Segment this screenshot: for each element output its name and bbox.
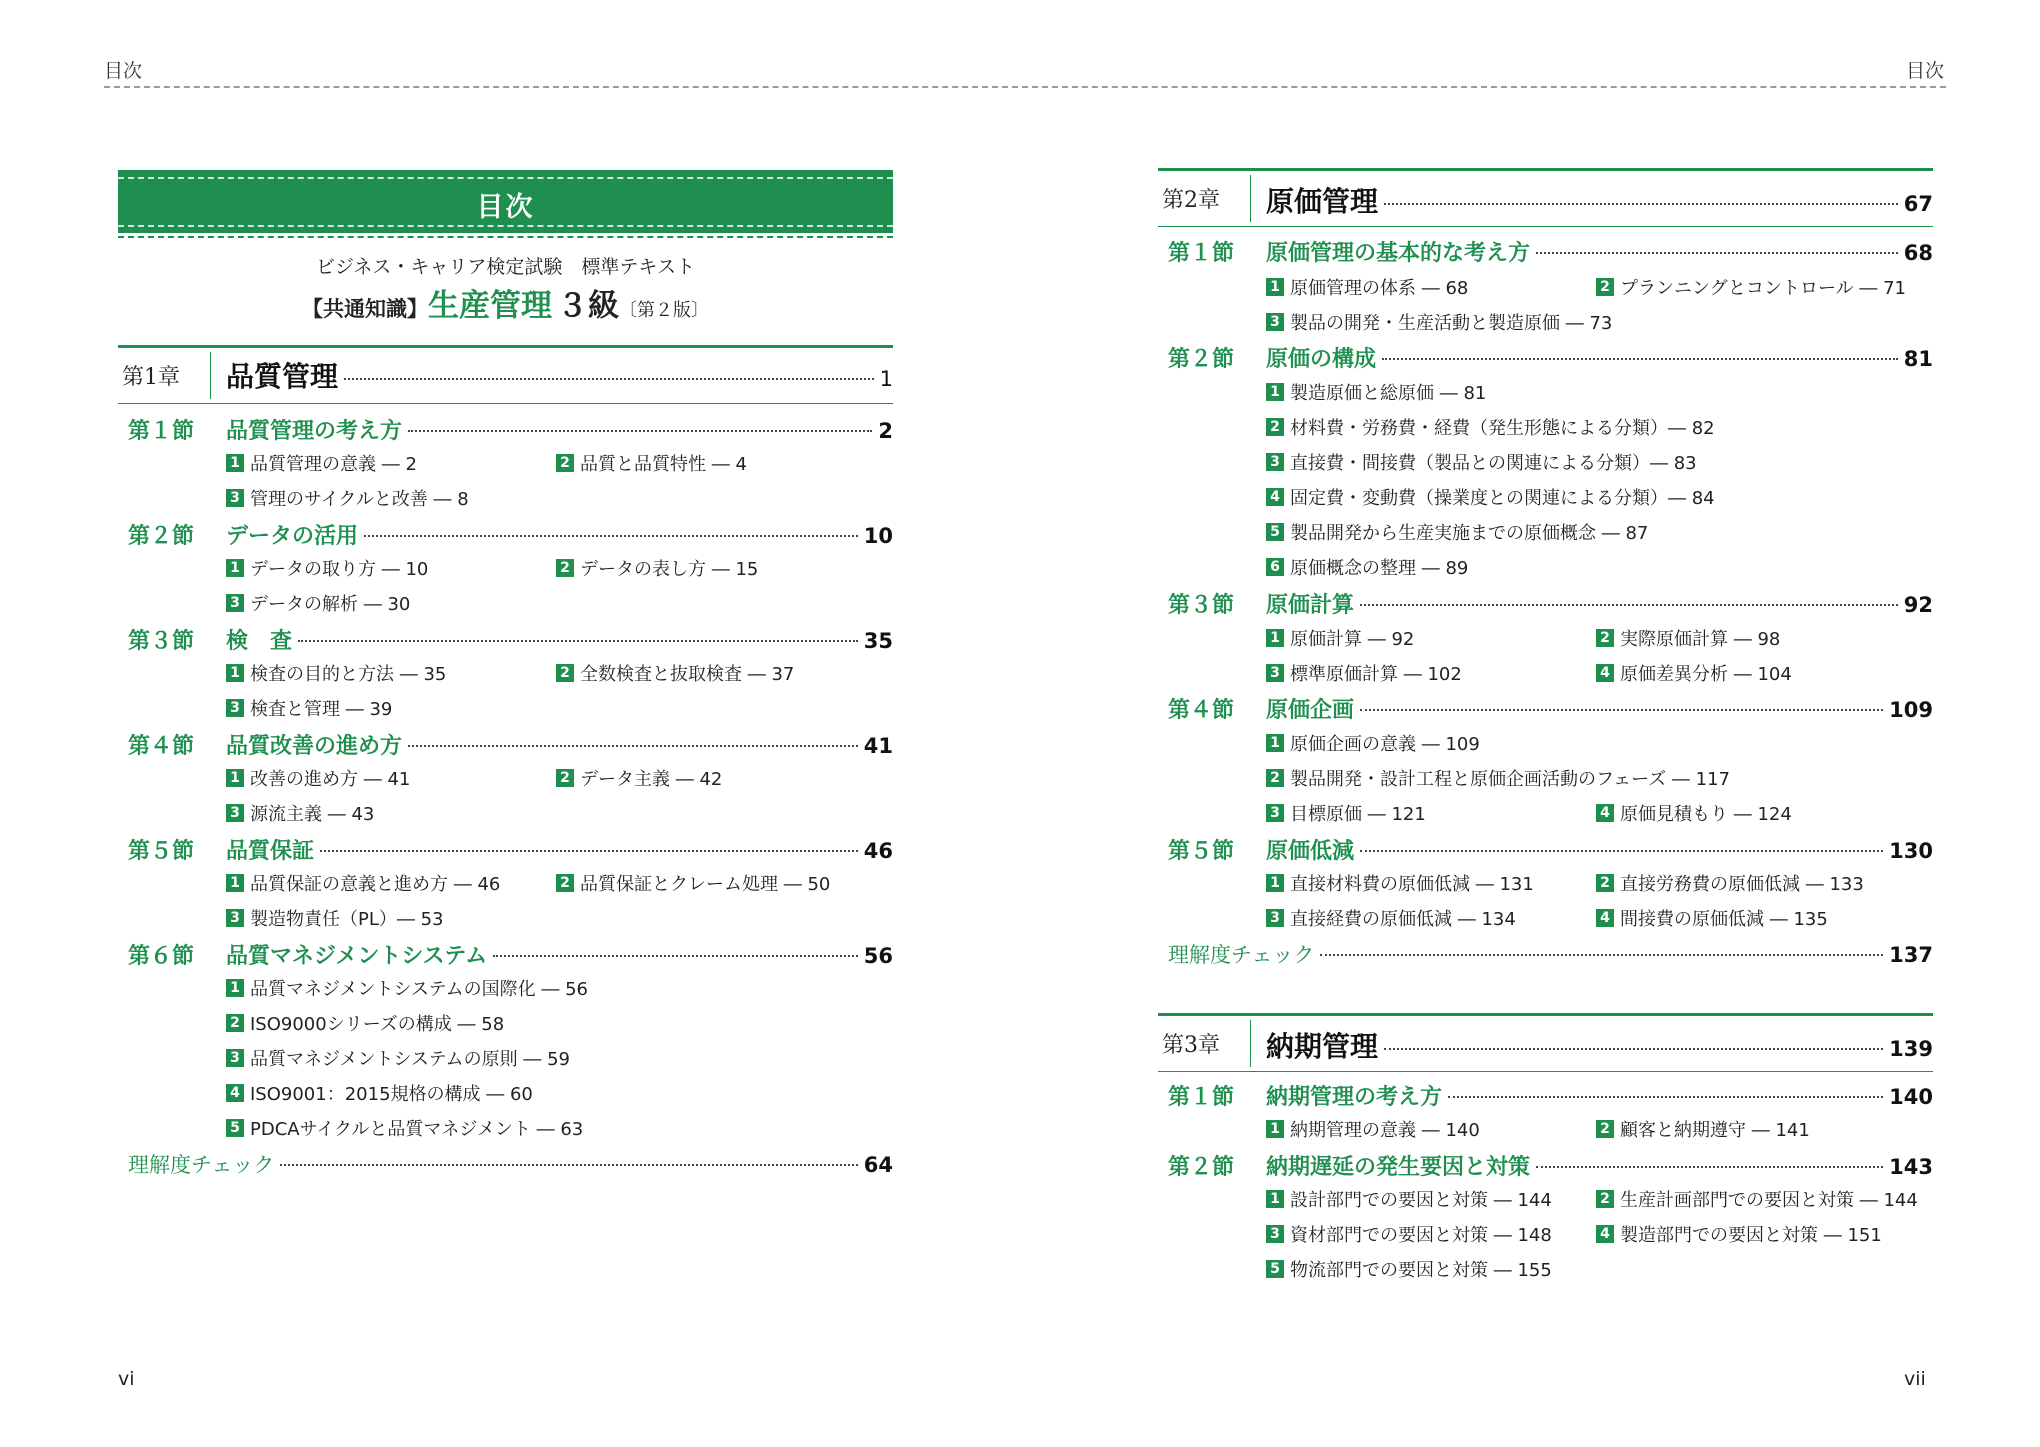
section-label: 第４節 bbox=[1168, 698, 1235, 723]
sub-item[interactable] bbox=[1596, 625, 1780, 651]
item-text: データの表し方 ― 15 bbox=[580, 559, 759, 580]
item-text: 直接材料費の原価低減 ― 131 bbox=[1290, 874, 1534, 895]
item-text: 目標原価 ― 121 bbox=[1290, 804, 1426, 825]
section-row[interactable] bbox=[128, 624, 893, 655]
chapter-divider bbox=[1250, 175, 1251, 222]
sub-item[interactable] bbox=[1266, 309, 1612, 335]
item-text: 直接労務費の原価低減 ― 133 bbox=[1620, 874, 1864, 895]
book-edition: 〔第２版〕 bbox=[619, 300, 710, 321]
item-number: 1 bbox=[226, 664, 244, 682]
section-title: 検 査 bbox=[226, 629, 293, 654]
section-label: 第６節 bbox=[128, 944, 195, 969]
sub-item[interactable] bbox=[1266, 765, 1730, 791]
item-text: 設計部門での要因と対策 ― 144 bbox=[1290, 1190, 1552, 1211]
chapter-label: 第1章 bbox=[122, 365, 180, 390]
item-text: 改善の進め方 ― 41 bbox=[250, 769, 411, 790]
item-text: 原価管理の体系 ― 68 bbox=[1290, 278, 1469, 299]
section-title: 原価管理の基本的な考え方 bbox=[1266, 241, 1531, 266]
section-title: データの活用 bbox=[226, 524, 359, 549]
item-number: 1 bbox=[1266, 1190, 1284, 1208]
item-number: 2 bbox=[1596, 1190, 1614, 1208]
sub-item[interactable] bbox=[226, 905, 444, 931]
section-label: 第１節 bbox=[1168, 241, 1235, 266]
section-label: 第１節 bbox=[1168, 1085, 1235, 1110]
item-text: 物流部門での要因と対策 ― 155 bbox=[1290, 1260, 1552, 1281]
sub-item[interactable] bbox=[226, 1080, 533, 1106]
section-label: 第２節 bbox=[128, 524, 195, 549]
check-row[interactable] bbox=[1168, 939, 1933, 969]
section-row[interactable] bbox=[1168, 1080, 1933, 1111]
chapter-page: 139 bbox=[1889, 1037, 1933, 1061]
sub-item[interactable] bbox=[1266, 414, 1715, 440]
sub-item[interactable] bbox=[556, 660, 794, 686]
item-number: 2 bbox=[1596, 629, 1614, 647]
item-number: 3 bbox=[1266, 909, 1284, 927]
running-head-right: 目次 bbox=[1906, 60, 1945, 82]
check-label: 理解度チェック bbox=[128, 1153, 275, 1177]
sub-item[interactable] bbox=[556, 555, 758, 581]
sub-item[interactable] bbox=[226, 660, 446, 686]
section-row[interactable] bbox=[1168, 693, 1933, 724]
leader-dots bbox=[1448, 1096, 1883, 1098]
item-number: 4 bbox=[1596, 1225, 1614, 1243]
section-title: 品質改善の進め方 bbox=[226, 734, 403, 759]
section-label: 第３節 bbox=[128, 629, 195, 654]
sub-item[interactable] bbox=[226, 870, 500, 896]
chapter-row[interactable] bbox=[1266, 180, 1933, 220]
leader-dots bbox=[298, 640, 858, 642]
sub-item[interactable] bbox=[1266, 625, 1414, 651]
chapter-row[interactable] bbox=[1266, 1025, 1933, 1065]
item-text: 製品の開発・生産活動と製造原価 ― 73 bbox=[1290, 313, 1613, 334]
item-number: 3 bbox=[226, 1049, 244, 1067]
item-text: PDCAサイクルと品質マネジメント ― 63 bbox=[250, 1119, 584, 1140]
sub-item[interactable] bbox=[1266, 800, 1426, 826]
section-title: 品質マネジメントシステム bbox=[226, 944, 488, 969]
leader-dots bbox=[408, 430, 872, 432]
item-text: 原価見積もり ― 124 bbox=[1620, 804, 1792, 825]
item-number: 1 bbox=[1266, 1120, 1284, 1138]
section-title: 品質管理の考え方 bbox=[226, 419, 403, 444]
chapter-label: 第2章 bbox=[1162, 188, 1220, 213]
toc-banner bbox=[118, 170, 893, 233]
section-title: 原価の構成 bbox=[1266, 347, 1377, 372]
item-number: 2 bbox=[1596, 278, 1614, 296]
section-page: 46 bbox=[863, 839, 893, 863]
banner-divider bbox=[118, 236, 893, 238]
item-text: 検査と管理 ― 39 bbox=[250, 699, 393, 720]
leader-dots bbox=[364, 535, 858, 537]
item-number: 3 bbox=[226, 594, 244, 612]
item-text: 品質と品質特性 ― 4 bbox=[580, 454, 747, 475]
item-number: 4 bbox=[1596, 804, 1614, 822]
item-number: 2 bbox=[226, 1014, 244, 1032]
section-page: 35 bbox=[863, 629, 893, 653]
sub-item[interactable] bbox=[556, 765, 722, 791]
section-label: 第３節 bbox=[1168, 593, 1235, 618]
book-main-title: 生産管理 bbox=[427, 288, 552, 324]
item-text: 製品開発から生産実施までの原価概念 ― 87 bbox=[1290, 523, 1649, 544]
check-page: 137 bbox=[1889, 943, 1933, 967]
item-number: 1 bbox=[226, 454, 244, 472]
item-number: 3 bbox=[1266, 453, 1284, 471]
item-number: 4 bbox=[226, 1084, 244, 1102]
item-number: 1 bbox=[226, 874, 244, 892]
check-label: 理解度チェック bbox=[1168, 943, 1315, 967]
chapter-title: 納期管理 bbox=[1266, 1030, 1379, 1063]
folio-left: vi bbox=[118, 1368, 135, 1390]
section-page: 81 bbox=[1903, 347, 1933, 371]
leader-dots bbox=[1360, 604, 1898, 606]
item-number: 1 bbox=[1266, 278, 1284, 296]
section-page: 143 bbox=[1889, 1155, 1933, 1179]
sub-item[interactable] bbox=[226, 1045, 570, 1071]
sub-item[interactable] bbox=[226, 555, 428, 581]
header-divider bbox=[104, 86, 1946, 88]
item-text: 生産計画部門での要因と対策 ― 144 bbox=[1620, 1190, 1918, 1211]
item-number: 2 bbox=[1596, 1120, 1614, 1138]
item-text: 固定費・変動費（操業度との関連による分類）― 84 bbox=[1290, 488, 1715, 509]
section-page: 68 bbox=[1903, 241, 1933, 265]
leader-dots bbox=[1382, 358, 1898, 360]
section-page: 130 bbox=[1889, 839, 1933, 863]
sub-item[interactable] bbox=[226, 485, 469, 511]
item-number: 5 bbox=[226, 1119, 244, 1137]
leader-dots bbox=[1536, 1166, 1883, 1168]
item-text: 原価概念の整理 ― 89 bbox=[1290, 558, 1469, 579]
item-text: 製造物責任（PL）― 53 bbox=[250, 909, 444, 930]
item-number: 2 bbox=[556, 559, 574, 577]
chapter-row[interactable] bbox=[226, 355, 893, 395]
section-row[interactable] bbox=[128, 729, 893, 760]
leader-dots bbox=[493, 955, 858, 957]
item-number: 3 bbox=[226, 909, 244, 927]
item-text: ISO9000シリーズの構成 ― 58 bbox=[250, 1014, 505, 1035]
item-text: 実際原価計算 ― 98 bbox=[1620, 629, 1781, 650]
section-label: 第５節 bbox=[1168, 839, 1235, 864]
sub-item[interactable] bbox=[226, 1115, 583, 1141]
leader-dots bbox=[320, 850, 858, 852]
item-number: 2 bbox=[556, 769, 574, 787]
chapter-label: 第3章 bbox=[1162, 1033, 1220, 1058]
item-number: 4 bbox=[1596, 664, 1614, 682]
item-text: 品質管理の意義 ― 2 bbox=[250, 454, 417, 475]
chapter-title: 品質管理 bbox=[226, 360, 339, 393]
section-row[interactable] bbox=[1168, 834, 1933, 865]
sub-item[interactable] bbox=[226, 450, 417, 476]
section-page: 140 bbox=[1889, 1085, 1933, 1109]
book-level: ３級 bbox=[557, 288, 620, 324]
item-text: 品質保証とクレーム処理 ― 50 bbox=[580, 874, 831, 895]
item-text: 製造原価と総原価 ― 81 bbox=[1290, 383, 1487, 404]
section-row[interactable] bbox=[1168, 342, 1933, 373]
section-page: 41 bbox=[863, 734, 893, 758]
sub-item[interactable] bbox=[1596, 660, 1792, 686]
item-number: 2 bbox=[556, 664, 574, 682]
leader-dots bbox=[1360, 850, 1883, 852]
sub-item[interactable] bbox=[1266, 870, 1534, 896]
sub-item[interactable] bbox=[1266, 274, 1468, 300]
item-text: プランニングとコントロール ― 71 bbox=[1620, 278, 1906, 299]
toc-banner-title: 目次 bbox=[476, 192, 535, 223]
sub-item[interactable] bbox=[1266, 1256, 1552, 1282]
item-number: 3 bbox=[1266, 804, 1284, 822]
item-text: データの解析 ― 30 bbox=[250, 594, 411, 615]
item-text: 全数検査と抜取検査 ― 37 bbox=[580, 664, 795, 685]
item-number: 2 bbox=[1266, 769, 1284, 787]
item-number: 2 bbox=[1266, 418, 1284, 436]
sub-item[interactable] bbox=[1266, 554, 1468, 580]
section-label: 第５節 bbox=[128, 839, 195, 864]
section-row[interactable] bbox=[1168, 588, 1933, 619]
sub-item[interactable] bbox=[1596, 870, 1864, 896]
sub-item[interactable] bbox=[1266, 1221, 1552, 1247]
item-number: 1 bbox=[226, 979, 244, 997]
chapter-page: 67 bbox=[1903, 192, 1933, 216]
sub-item[interactable] bbox=[1266, 484, 1715, 510]
section-label: 第２節 bbox=[1168, 1155, 1235, 1180]
book-subtitle: ビジネス・キャリア検定試験 標準テキスト bbox=[315, 256, 696, 278]
item-number: 2 bbox=[556, 454, 574, 472]
section-page: 56 bbox=[863, 944, 893, 968]
sub-item[interactable] bbox=[226, 765, 410, 791]
item-text: 品質保証の意義と進め方 ― 46 bbox=[250, 874, 501, 895]
item-text: 納期管理の意義 ― 140 bbox=[1290, 1120, 1480, 1141]
leader-dots bbox=[280, 1164, 857, 1166]
item-number: 1 bbox=[226, 769, 244, 787]
item-number: 5 bbox=[1266, 523, 1284, 541]
leader-dots bbox=[1536, 252, 1898, 254]
item-number: 3 bbox=[226, 699, 244, 717]
section-title: 納期管理の考え方 bbox=[1266, 1085, 1443, 1110]
section-title: 原価計算 bbox=[1266, 593, 1355, 618]
item-number: 1 bbox=[1266, 874, 1284, 892]
section-page: 2 bbox=[878, 419, 893, 443]
sub-item[interactable] bbox=[226, 1010, 504, 1036]
item-text: 検査の目的と方法 ― 35 bbox=[250, 664, 447, 685]
folio-right: vii bbox=[1904, 1368, 1926, 1390]
sub-item[interactable] bbox=[1596, 274, 1906, 300]
sub-item[interactable] bbox=[1596, 1221, 1882, 1247]
leader-dots bbox=[1384, 1048, 1883, 1050]
sub-item[interactable] bbox=[1266, 1116, 1480, 1142]
sub-item[interactable] bbox=[1266, 730, 1480, 756]
item-number: 3 bbox=[1266, 313, 1284, 331]
check-page: 64 bbox=[863, 1153, 893, 1177]
sub-item[interactable] bbox=[1596, 800, 1792, 826]
section-title: 納期遅延の発生要因と対策 bbox=[1266, 1155, 1531, 1180]
sub-item[interactable] bbox=[226, 975, 588, 1001]
item-number: 2 bbox=[556, 874, 574, 892]
item-text: データの取り方 ― 10 bbox=[250, 559, 429, 580]
section-page: 92 bbox=[1903, 593, 1933, 617]
item-number: 3 bbox=[226, 804, 244, 822]
item-number: 2 bbox=[1596, 874, 1614, 892]
section-row[interactable] bbox=[128, 834, 893, 865]
section-row[interactable] bbox=[1168, 236, 1933, 267]
item-text: 直接費・間接費（製品との関連による分類）― 83 bbox=[1290, 453, 1697, 474]
section-label: 第１節 bbox=[128, 419, 195, 444]
item-text: 源流主義 ― 43 bbox=[250, 804, 375, 825]
item-text: 製品開発・設計工程と原価企画活動のフェーズ ― 117 bbox=[1290, 769, 1730, 790]
item-number: 1 bbox=[226, 559, 244, 577]
section-row[interactable] bbox=[128, 519, 893, 550]
item-number: 1 bbox=[1266, 629, 1284, 647]
item-number: 5 bbox=[1266, 1260, 1284, 1278]
sub-item[interactable] bbox=[556, 870, 830, 896]
sub-item[interactable] bbox=[1266, 449, 1697, 475]
item-text: 標準原価計算 ― 102 bbox=[1290, 664, 1462, 685]
item-text: 原価企画の意義 ― 109 bbox=[1290, 734, 1480, 755]
item-text: データ主義 ― 42 bbox=[580, 769, 723, 790]
sub-item[interactable] bbox=[1596, 1116, 1810, 1142]
section-row[interactable] bbox=[1168, 1150, 1933, 1181]
sub-item[interactable] bbox=[226, 590, 410, 616]
section-row[interactable] bbox=[128, 414, 893, 445]
sub-item[interactable] bbox=[1266, 1186, 1552, 1212]
book-prefix: 【共通知識】 bbox=[301, 297, 428, 321]
sub-item[interactable] bbox=[226, 800, 374, 826]
sub-item[interactable] bbox=[226, 695, 392, 721]
item-text: 原価差異分析 ― 104 bbox=[1620, 664, 1792, 685]
sub-item[interactable] bbox=[1266, 379, 1486, 405]
item-text: 間接費の原価低減 ― 135 bbox=[1620, 909, 1828, 930]
sub-item[interactable] bbox=[556, 450, 747, 476]
item-text: 顧客と納期遵守 ― 141 bbox=[1620, 1120, 1810, 1141]
sub-item[interactable] bbox=[1266, 905, 1516, 931]
item-text: 直接経費の原価低減 ― 134 bbox=[1290, 909, 1516, 930]
sub-item[interactable] bbox=[1266, 660, 1462, 686]
section-title: 原価企画 bbox=[1266, 698, 1355, 723]
item-number: 3 bbox=[1266, 1225, 1284, 1243]
section-page: 109 bbox=[1889, 698, 1933, 722]
leader-dots bbox=[1320, 954, 1883, 956]
section-label: 第２節 bbox=[1168, 347, 1235, 372]
sub-item[interactable] bbox=[1266, 519, 1648, 545]
item-number: 6 bbox=[1266, 558, 1284, 576]
section-page: 10 bbox=[863, 524, 893, 548]
item-text: 管理のサイクルと改善 ― 8 bbox=[250, 489, 469, 510]
chapter-page: 1 bbox=[879, 367, 893, 391]
item-number: 1 bbox=[1266, 383, 1284, 401]
chapter-divider bbox=[1250, 1020, 1251, 1067]
sub-item[interactable] bbox=[1596, 1186, 1918, 1212]
section-title: 原価低減 bbox=[1266, 839, 1355, 864]
leader-dots bbox=[1360, 709, 1883, 711]
section-label: 第４節 bbox=[128, 734, 195, 759]
item-number: 3 bbox=[226, 489, 244, 507]
check-row[interactable] bbox=[128, 1149, 893, 1179]
item-number: 4 bbox=[1596, 909, 1614, 927]
sub-item[interactable] bbox=[1596, 905, 1828, 931]
section-row[interactable] bbox=[128, 939, 893, 970]
running-head-left: 目次 bbox=[104, 60, 143, 82]
item-number: 4 bbox=[1266, 488, 1284, 506]
section-title: 品質保証 bbox=[226, 839, 315, 864]
item-number: 1 bbox=[1266, 734, 1284, 752]
item-text: 品質マネジメントシステムの原則 ― 59 bbox=[250, 1049, 571, 1070]
item-number: 3 bbox=[1266, 664, 1284, 682]
item-text: 原価計算 ― 92 bbox=[1290, 629, 1415, 650]
leader-dots bbox=[408, 745, 858, 747]
item-text: 製造部門での要因と対策 ― 151 bbox=[1620, 1225, 1882, 1246]
chapter-title: 原価管理 bbox=[1266, 185, 1379, 218]
leader-dots bbox=[344, 378, 874, 380]
leader-dots bbox=[1384, 203, 1898, 205]
item-text: 材料費・労務費・経費（発生形態による分類）― 82 bbox=[1290, 418, 1715, 439]
item-text: ISO9001：2015規格の構成 ― 60 bbox=[250, 1084, 533, 1105]
chapter-divider bbox=[210, 352, 211, 399]
book-title bbox=[118, 280, 893, 325]
item-text: 資材部門での要因と対策 ― 148 bbox=[1290, 1225, 1552, 1246]
item-text: 品質マネジメントシステムの国際化 ― 56 bbox=[250, 979, 589, 1000]
